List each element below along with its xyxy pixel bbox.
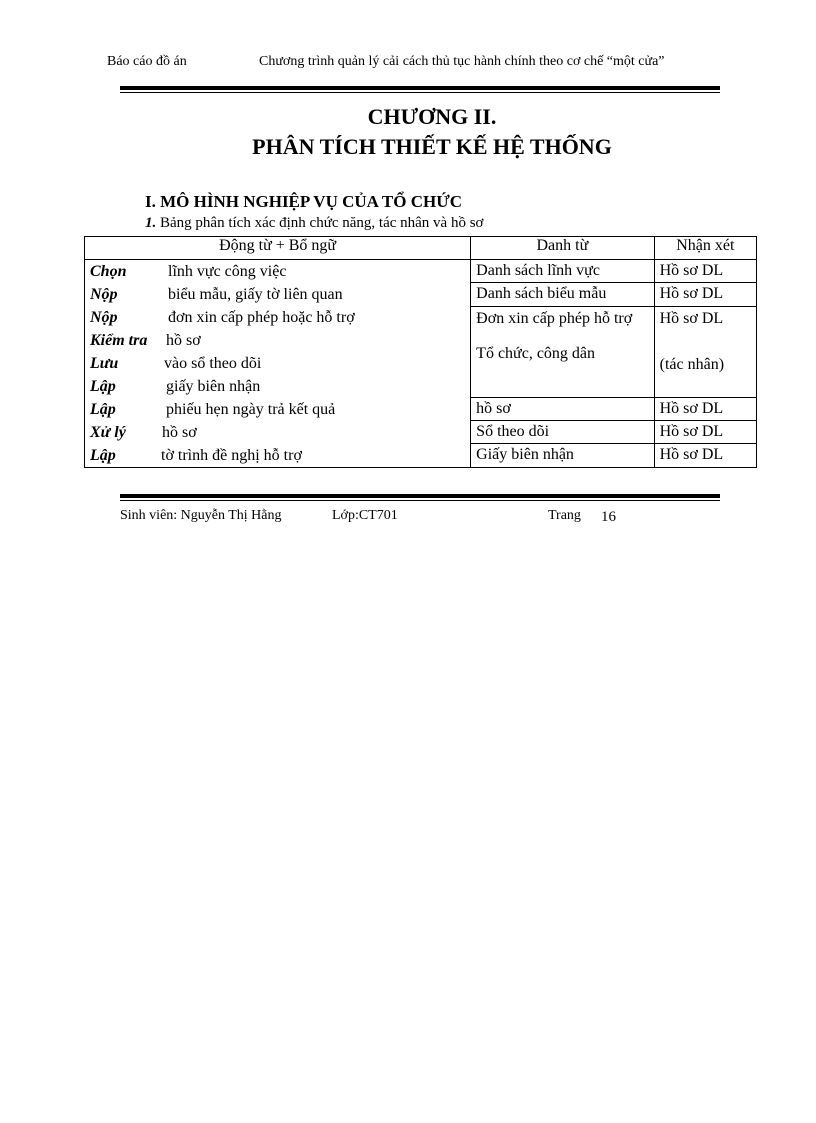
verb: Chọn bbox=[90, 263, 127, 280]
header-rule-thin bbox=[120, 92, 720, 93]
verb-line bbox=[90, 352, 465, 375]
noun-cell: Danh sách lĩnh vực bbox=[471, 260, 654, 283]
verb: Xử lý bbox=[90, 424, 126, 441]
verb: Nộp bbox=[90, 286, 118, 303]
verb-line bbox=[90, 398, 465, 421]
noun-cell: Giấy biên nhận bbox=[471, 444, 654, 468]
verb-line bbox=[90, 283, 465, 306]
note-text: Hồ sơ DL bbox=[659, 309, 724, 327]
footer-rule-thin bbox=[120, 500, 720, 501]
verb-line bbox=[90, 306, 465, 329]
header-right: Chương trình quản lý cải cách thủ tục hành chính theo cơ chế “một cửa” bbox=[259, 54, 665, 69]
verb-line bbox=[90, 375, 465, 398]
verb-line bbox=[90, 421, 465, 444]
analysis-table bbox=[84, 236, 757, 468]
footer-page-label: Trang bbox=[548, 508, 581, 523]
note-cell: Hồ sơ DL bbox=[654, 283, 756, 306]
header-verb-phrase: Động từ + Bổ ngữ bbox=[85, 237, 471, 260]
note-cell-merged bbox=[654, 306, 756, 397]
noun-cell: hồ sơ bbox=[471, 397, 654, 420]
verb-phrase-cell bbox=[85, 260, 471, 468]
footer-page-number: 16 bbox=[601, 509, 616, 525]
verb-object: hồ sơ bbox=[166, 332, 201, 349]
noun-text: Tổ chức, công dân bbox=[476, 344, 596, 362]
noun-cell-merged bbox=[471, 306, 654, 397]
noun-cell: Danh sách biểu mẫu bbox=[471, 283, 654, 306]
note-cell: Hồ sơ DL bbox=[654, 260, 756, 283]
header-rule-thick bbox=[120, 86, 720, 90]
note-text: (tác nhân) bbox=[659, 355, 725, 373]
chapter-title: PHÂN TÍCH THIẾT KẾ HỆ THỐNG bbox=[252, 134, 612, 159]
table-header-row bbox=[85, 237, 757, 260]
subsection-number: 1. bbox=[145, 215, 157, 231]
verb-object: đơn xin cấp phép hoặc hỗ trợ bbox=[168, 309, 355, 326]
footer-rule-thick bbox=[120, 494, 720, 498]
verb-line bbox=[90, 329, 465, 352]
chapter-number: CHƯƠNG II. bbox=[367, 104, 497, 129]
verb: Lập bbox=[90, 447, 116, 464]
note-cell: Hồ sơ DL bbox=[654, 444, 756, 468]
verb: Lưu bbox=[90, 355, 119, 372]
noun-cell: Sổ theo dõi bbox=[471, 421, 654, 444]
verb: Nộp bbox=[90, 309, 118, 326]
verb-object: giấy biên nhận bbox=[166, 378, 261, 395]
note-cell: Hồ sơ DL bbox=[654, 397, 756, 420]
header-noun: Danh từ bbox=[471, 237, 654, 260]
footer-student: Sinh viên: Nguyễn Thị Hằng bbox=[120, 508, 282, 523]
footer-class: Lớp:CT701 bbox=[332, 508, 398, 523]
subsection-text: Bảng phân tích xác định chức năng, tác nhân và hồ sơ bbox=[160, 215, 484, 231]
header-left: Báo cáo đồ án bbox=[107, 54, 187, 69]
verb-object: tờ trình đề nghị hỗ trợ bbox=[161, 447, 302, 464]
note-cell: Hồ sơ DL bbox=[654, 421, 756, 444]
verb: Lập bbox=[90, 401, 116, 418]
subsection-title bbox=[145, 215, 483, 232]
verb: Lập bbox=[90, 378, 116, 395]
table-row bbox=[85, 260, 757, 283]
verb: Kiểm tra bbox=[90, 332, 148, 349]
verb-line bbox=[90, 444, 465, 467]
verb-object: biểu mẫu, giấy tờ liên quan bbox=[168, 286, 343, 303]
section-title: I. MÔ HÌNH NGHIỆP VỤ CỦA TỔ CHỨC bbox=[145, 192, 463, 211]
noun-text: Đơn xin cấp phép hỗ trợ bbox=[476, 309, 633, 327]
verb-object: lĩnh vực công việc bbox=[168, 263, 287, 280]
verb-object: phiếu hẹn ngày trả kết quả bbox=[166, 401, 336, 418]
header-note: Nhận xét bbox=[654, 237, 756, 260]
verb-line bbox=[90, 260, 465, 283]
verb-object: hồ sơ bbox=[162, 424, 197, 441]
verb-object: vào sổ theo dõi bbox=[164, 355, 262, 372]
